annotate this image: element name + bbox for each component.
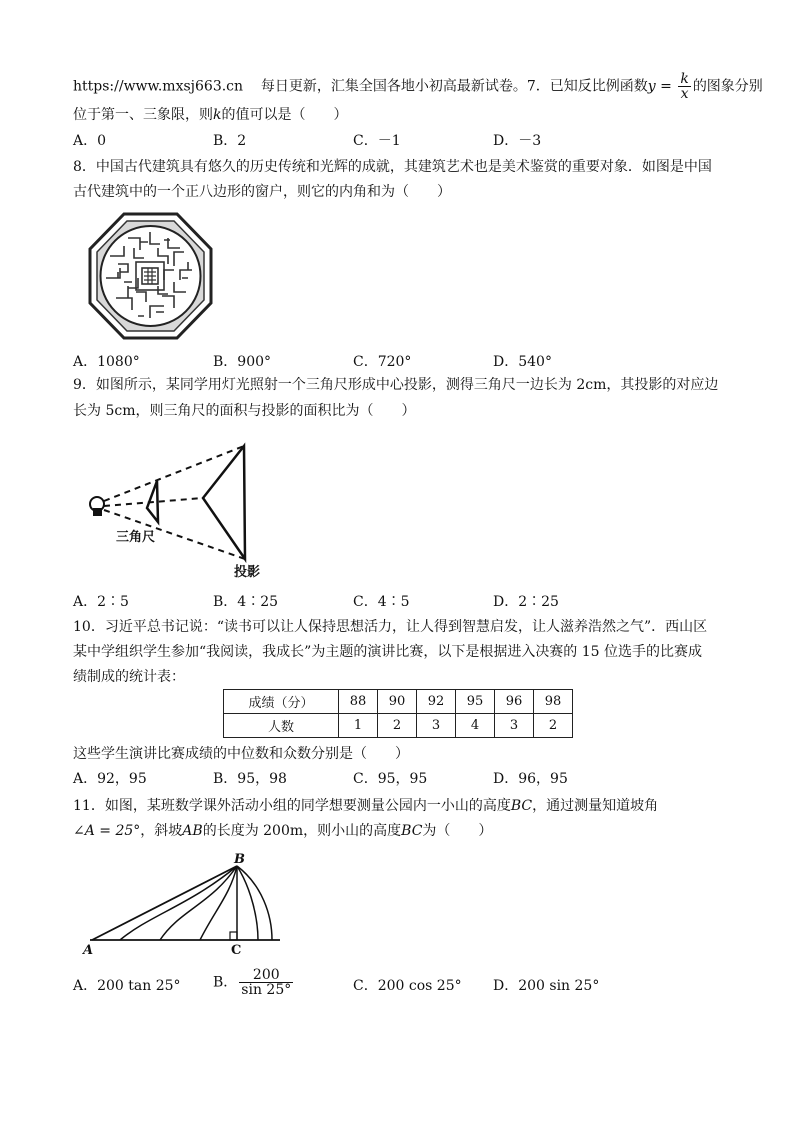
q10-option-b[interactable]: B．95，98: [213, 771, 287, 787]
q11-line2-b: 的长度为 200m，则小山的高度: [202, 823, 402, 839]
q10-options: [73, 769, 733, 789]
q9-line2: 长为 5cm，则三角尺的面积与投影的面积比为（ ）: [73, 403, 416, 419]
source-note: 每日更新，汇集全国各地小初高最新试卷。: [260, 78, 527, 95]
q9-options: [73, 592, 733, 612]
table-cell: 98: [534, 690, 573, 714]
score-table: [223, 689, 573, 738]
q11-line2-a: ，斜坡: [140, 823, 183, 839]
q8-line2: 古代建筑中的一个正八边形的窗户，则它的内角和为（ ）: [73, 184, 451, 200]
table-header-count: 人数: [224, 714, 339, 738]
table-header-score: 成绩（分）: [224, 690, 339, 714]
q10-line2: 某中学组织学生参加“我阅读，我成长”为主题的演讲比赛，以下是根据进入决赛的 15 位选手的比赛成: [73, 644, 703, 660]
q7-option-d[interactable]: D．－3: [493, 133, 542, 149]
q7-line2-b: 的值可以是（ ）: [221, 107, 348, 123]
point-a-label: A: [83, 943, 94, 958]
q10-question: 这些学生演讲比赛成绩的中位数和众数分别是（ ）: [73, 746, 409, 762]
q11-option-b-den: sin 25°: [241, 982, 292, 998]
q8-options: [73, 352, 733, 372]
q7-line2: [73, 105, 347, 125]
q7-k: k: [213, 107, 222, 123]
q10-option-c[interactable]: C．95，95: [353, 771, 428, 787]
label-projection: 投影: [234, 565, 261, 580]
q11-option-d[interactable]: D．200 sin 25°: [493, 978, 600, 994]
q11-option-c[interactable]: C．200 cos 25°: [353, 978, 462, 994]
q8-option-d[interactable]: D．540°: [493, 354, 552, 370]
q7-prefix: 7．已知反比例函数: [526, 78, 648, 95]
q7-line2-a: 位于第一、三象限，则: [73, 107, 213, 123]
q10-line3: 绩制成的统计表：: [73, 669, 185, 685]
point-c-label: C: [231, 943, 242, 958]
point-b-label: B: [234, 852, 245, 867]
label-ruler: 三角尺: [116, 530, 156, 545]
q8-option-a[interactable]: A．1080°: [73, 354, 140, 370]
table-cell: 95: [456, 690, 495, 714]
q11-bc: BC: [510, 798, 533, 814]
q11-option-b[interactable]: [213, 968, 295, 997]
q9-option-a[interactable]: A．2∶5: [73, 594, 129, 610]
q8-option-b[interactable]: B．900°: [213, 354, 272, 370]
table-row: [224, 714, 573, 738]
q7-frac-den: x: [680, 86, 689, 102]
q9-option-b[interactable]: B．4∶25: [213, 594, 279, 610]
q11-option-b-fraction: [239, 968, 293, 997]
q7-line1: [73, 72, 763, 101]
q7-option-a[interactable]: A．0: [73, 133, 107, 149]
q11-options: [73, 967, 733, 1008]
octagon-window-figure: [88, 212, 213, 340]
lamp-icon: [90, 497, 104, 516]
q11-option-b-prefix: B．: [213, 974, 238, 991]
q11-ab: AB: [182, 823, 203, 839]
table-row: [224, 690, 573, 714]
q11-angle: ∠A = 25°: [73, 823, 141, 839]
table-cell: 1: [339, 714, 378, 738]
q9-line1: 9．如图所示，某同学用灯光照射一个三角尺形成中心投影，测得三角尺一边长为 2cm，其投影的对应边: [73, 377, 719, 393]
table-cell: 4: [456, 714, 495, 738]
q11-line2: [73, 821, 492, 841]
q11-option-a[interactable]: A．200 tan 25°: [73, 978, 181, 994]
q9-option-c[interactable]: C．4∶5: [353, 594, 410, 610]
table-cell: 3: [495, 714, 534, 738]
table-cell: 2: [378, 714, 417, 738]
q7-options: [73, 131, 733, 151]
q10-option-a[interactable]: A．92，95: [73, 771, 147, 787]
q7-option-b[interactable]: B．2: [213, 133, 247, 149]
q10-line1: 10．习近平总书记说：“读书可以让人保持思想活力，让人得到智慧启发，让人滋养浩然之气”．西山区: [73, 619, 708, 635]
q11-line2-c: 为（ ）: [422, 823, 493, 839]
q7-fraction: [678, 72, 690, 101]
q7-option-c[interactable]: C．－1: [353, 133, 401, 149]
q8-option-c[interactable]: C．720°: [353, 354, 412, 370]
central-projection-figure: [80, 438, 280, 583]
q11-line1-b: ，通过测量知道坡角: [532, 798, 659, 814]
hill-slope-figure: [80, 850, 285, 960]
table-cell: 88: [339, 690, 378, 714]
q10-option-d[interactable]: D．96，95: [493, 771, 568, 787]
table-cell: 2: [534, 714, 573, 738]
q7-y: y: [647, 78, 656, 95]
q11-bc2: BC: [401, 823, 423, 839]
source-url: https://www.mxsj663.cn: [73, 78, 244, 95]
q7-eq: =: [655, 78, 677, 95]
table-cell: 90: [378, 690, 417, 714]
table-cell: 96: [495, 690, 534, 714]
q11-option-b-num: 200: [239, 968, 293, 983]
q7-frac-num: k: [680, 71, 689, 87]
q8-line1: 8．中国古代建筑具有悠久的历史传统和光辉的成就，其建筑艺术也是美术鉴赏的重要对象．如图是中国: [73, 159, 712, 175]
q11-line1: [73, 796, 658, 816]
table-cell: 92: [417, 690, 456, 714]
q11-line1-a: 11．如图，某班数学课外活动小组的同学想要测量公园内一小山的高度: [73, 798, 511, 814]
table-cell: 3: [417, 714, 456, 738]
q9-option-d[interactable]: D．2∶25: [493, 594, 559, 610]
q7-suffix: 的图象分别: [692, 78, 763, 95]
